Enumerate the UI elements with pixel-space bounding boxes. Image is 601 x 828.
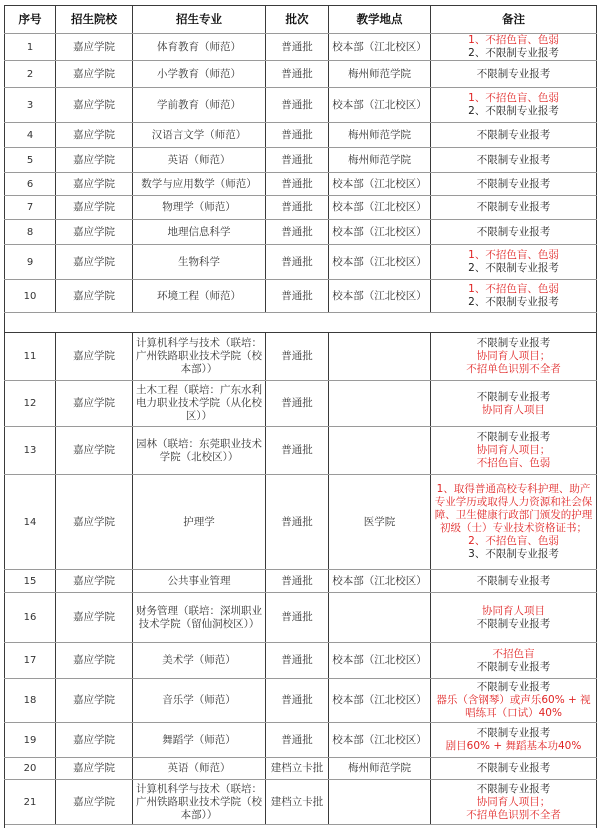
table-row [5,593,597,643]
cell-batch: 建档立卡批 [266,780,329,825]
note-text: 不限制专业报考 [476,67,551,80]
table-row [5,88,597,123]
cell-major: 生物科学 [133,245,266,280]
cell-notes [431,570,597,593]
cell-major: 园林（联培：东莞职业技术学院（北校区）） [133,427,266,475]
cell-location: 校本部（江北校区） [329,245,431,280]
cell-no: 20 [5,758,56,780]
cell-no: 18 [5,679,56,723]
cell-school: 嘉应学院 [56,780,133,825]
cell-location: 校本部（江北校区） [329,723,431,758]
cell-location: 梅州师范学院 [329,123,431,148]
cell-batch: 普通批 [266,333,329,381]
cell-major: 音乐学（师范） [133,679,266,723]
cell-notes [431,173,597,196]
cell-major: 计算机科学与技术（联培：广州铁路职业技术学院（校本部）） [133,333,266,381]
note-requirement: 协同育人项目； [476,444,551,456]
cell-major: 美术学（师范） [133,643,266,679]
note-text: 不限制专业报考 [476,153,551,166]
table-row [5,220,597,245]
table-body [5,34,597,825]
cell-school: 嘉应学院 [56,475,133,570]
table-row [5,280,597,313]
cell-batch: 普通批 [266,280,329,313]
note-requirement: 1、不招色盲、色弱 [468,249,559,261]
cell-no: 7 [5,196,56,220]
cell-major: 小学教育（师范） [133,61,266,88]
cell-school: 嘉应学院 [56,758,133,780]
header-notes: 备注 [431,6,597,34]
cell-no: 16 [5,593,56,643]
cell-batch: 普通批 [266,643,329,679]
cell-notes [431,220,597,245]
note-text: 不限制专业报考 [476,762,551,774]
note-text: 不限制专业报考 [476,390,551,403]
cell-school: 嘉应学院 [56,280,133,313]
cell-location [329,333,431,381]
cell-major: 体育教育（师范） [133,34,266,61]
cell-batch: 普通批 [266,593,329,643]
cell-batch: 普通批 [266,220,329,245]
header-row [5,6,597,34]
cell-batch: 普通批 [266,570,329,593]
cell-batch: 普通批 [266,173,329,196]
cell-no: 15 [5,570,56,593]
cell-batch: 普通批 [266,61,329,88]
cell-school: 嘉应学院 [56,570,133,593]
cell-no: 13 [5,427,56,475]
note-requirement: 1、不招色盲、色弱 [468,92,559,104]
cell-no: 21 [5,780,56,825]
cell-school: 嘉应学院 [56,173,133,196]
note-requirement: 协同育人项目 [482,403,545,416]
cell-school: 嘉应学院 [56,88,133,123]
cell-location: 梅州师范学院 [329,758,431,780]
note-requirement: 1、不招色盲、色弱 [468,283,559,295]
cell-location [329,427,431,475]
table-row [5,148,597,173]
cell-notes [431,381,597,427]
cell-notes [431,593,597,643]
cell-no: 5 [5,148,56,173]
cell-batch: 普通批 [266,245,329,280]
cell-school: 嘉应学院 [56,220,133,245]
table-row [5,780,597,825]
cell-major: 土木工程（联培：广东水利电力职业技术学院（从化校区）） [133,381,266,427]
cell-school: 嘉应学院 [56,381,133,427]
blank-cell [5,313,597,333]
cell-notes [431,780,597,825]
note-requirement: 不招色盲、色弱 [476,457,551,469]
cell-batch: 普通批 [266,123,329,148]
cell-notes [431,148,597,173]
cell-major: 汉语言文学（师范） [133,123,266,148]
cell-major: 舞蹈学（师范） [133,723,266,758]
cell-no: 1 [5,34,56,61]
note-requirement: 协同育人项目； [476,795,551,808]
cell-no: 19 [5,723,56,758]
note-requirement: 2、不招色盲、色弱 [468,535,559,547]
note-requirement: 协同育人项目； [476,350,551,362]
table-row [5,123,597,148]
header-major: 招生专业 [133,6,266,34]
cell-school: 嘉应学院 [56,123,133,148]
cell-school: 嘉应学院 [56,34,133,61]
cell-batch: 建档立卡批 [266,758,329,780]
cell-school: 嘉应学院 [56,61,133,88]
cell-location: 校本部（江北校区） [329,88,431,123]
note-text: 不限制专业报考 [476,177,551,190]
note-text: 不限制专业报考 [476,431,551,443]
cell-school: 嘉应学院 [56,196,133,220]
cell-major: 英语（师范） [133,148,266,173]
cell-notes [431,758,597,780]
cell-school: 嘉应学院 [56,333,133,381]
cell-notes [431,427,597,475]
cell-school: 嘉应学院 [56,148,133,173]
cell-notes [431,333,597,381]
table-continuation [4,822,597,828]
cell-location: 梅州师范学院 [329,148,431,173]
cell-notes [431,34,597,61]
note-text: 不限制专业报考 [476,782,551,795]
note-text: 不限制专业报考 [476,201,551,213]
note-text: 不限制专业报考 [476,574,551,587]
note-requirement: 剧目60% + 舞蹈基本功40% [445,740,582,752]
note-text: 不限制专业报考 [476,617,551,630]
cell-batch: 普通批 [266,679,329,723]
table-row [5,61,597,88]
cell-school: 嘉应学院 [56,679,133,723]
cell-notes [431,123,597,148]
cell-major: 公共事业管理 [133,570,266,593]
table-row [5,643,597,679]
note-text: 不限制专业报考 [476,128,551,141]
cell-notes [431,723,597,758]
note-requirement: 不招单色识别不全者 [466,363,561,375]
cell-batch: 普通批 [266,427,329,475]
table-row [5,758,597,780]
header-location: 教学地点 [329,6,431,34]
note-requirement: 1、不招色盲、色弱 [468,34,559,46]
cell-location: 校本部（江北校区） [329,220,431,245]
note-text: 2、不限制专业报考 [468,47,559,59]
note-text: 2、不限制专业报考 [468,105,559,117]
cell-batch: 普通批 [266,148,329,173]
admissions-table [4,5,597,825]
table-row [5,381,597,427]
note-text: 不限制专业报考 [476,225,551,238]
cell-location [329,780,431,825]
cell-no: 10 [5,280,56,313]
cell-no: 6 [5,173,56,196]
note-requirement: 器乐（含钢琴）或声乐60% + 视唱练耳（口试）40% [436,694,591,719]
cell-location: 校本部（江北校区） [329,679,431,723]
cell-major: 计算机科学与技术（联培：广州铁路职业技术学院（校本部）） [133,780,266,825]
table-row [5,245,597,280]
cell-no: 8 [5,220,56,245]
cell-no: 12 [5,381,56,427]
cell-school: 嘉应学院 [56,593,133,643]
cell-no: 3 [5,88,56,123]
note-text: 2、不限制专业报考 [468,296,559,308]
cell-batch: 普通批 [266,475,329,570]
cell-no: 17 [5,643,56,679]
cell-major: 环境工程（师范） [133,280,266,313]
cell-notes [431,280,597,313]
cell-location: 校本部（江北校区） [329,173,431,196]
cell-notes [431,245,597,280]
cell-location: 梅州师范学院 [329,61,431,88]
cell-major: 物理学（师范） [133,196,266,220]
table-row [5,333,597,381]
cell-location: 校本部（江北校区） [329,280,431,313]
note-text: 不限制专业报考 [476,681,551,693]
note-text: 不限制专业报考 [476,727,551,739]
table-row [5,475,597,570]
cell-notes [431,679,597,723]
header-no: 序号 [5,6,56,34]
cell-major: 学前教育（师范） [133,88,266,123]
cell-major: 地理信息科学 [133,220,266,245]
table-row [5,196,597,220]
cell-notes [431,475,597,570]
blank-separator-row [5,313,597,333]
cell-location: 医学院 [329,475,431,570]
cell-no: 11 [5,333,56,381]
cell-notes [431,61,597,88]
table-row [5,427,597,475]
cell-location: 校本部（江北校区） [329,643,431,679]
cell-major: 护理学 [133,475,266,570]
cell-school: 嘉应学院 [56,245,133,280]
cell-school: 嘉应学院 [56,427,133,475]
cell-major: 数学与应用数学（师范） [133,173,266,196]
cell-location: 校本部（江北校区） [329,34,431,61]
cell-no: 2 [5,61,56,88]
cell-school: 嘉应学院 [56,643,133,679]
cell-batch: 普通批 [266,34,329,61]
cell-no: 4 [5,123,56,148]
cell-location [329,593,431,643]
cell-batch: 普通批 [266,88,329,123]
table-row [5,173,597,196]
cell-location: 校本部（江北校区） [329,570,431,593]
cell-notes [431,643,597,679]
cell-no: 14 [5,475,56,570]
note-text: 3、不限制专业报考 [468,548,559,560]
cell-notes [431,88,597,123]
cell-batch: 普通批 [266,381,329,427]
table-row [5,34,597,61]
cell-school: 嘉应学院 [56,723,133,758]
note-requirement: 不招色盲 [492,647,535,660]
note-text: 2、不限制专业报考 [468,262,559,274]
note-requirement: 不招单色识别不全者 [466,808,561,821]
header-batch: 批次 [266,6,329,34]
cell-notes [431,196,597,220]
note-requirement: 协同育人项目 [482,604,545,617]
note-text: 不限制专业报考 [476,337,551,349]
cell-major: 英语（师范） [133,758,266,780]
note-requirement: 1、取得普通高校专科护理、助产专业学历或取得人力资源和社会保障、卫生健康行政部门颁发的护理初级（士）专业技术资格证书； [434,483,593,534]
table-row [5,679,597,723]
cell-location: 校本部（江北校区） [329,196,431,220]
note-text: 不限制专业报考 [476,660,551,673]
cell-batch: 普通批 [266,723,329,758]
cell-no: 9 [5,245,56,280]
cell-location [329,381,431,427]
table-row [5,570,597,593]
cell-major: 财务管理（联培：深圳职业技术学院（留仙洞校区）） [133,593,266,643]
table-row [5,723,597,758]
cell-batch: 普通批 [266,196,329,220]
header-school: 招生院校 [56,6,133,34]
